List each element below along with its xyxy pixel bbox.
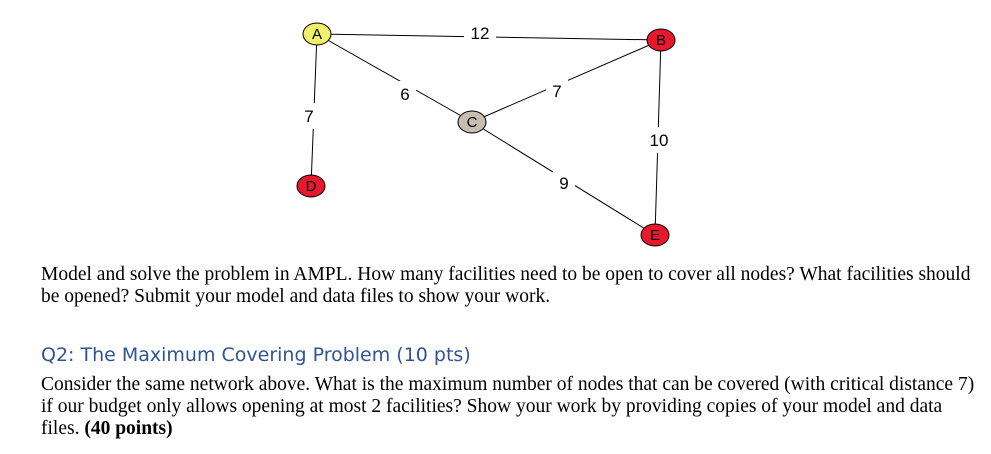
node-label-C: C — [466, 114, 478, 131]
edge-weight-C-B: 7 — [552, 82, 562, 101]
node-label-E: E — [649, 227, 661, 244]
edge-weight-A-D: 7 — [304, 107, 314, 126]
edge-weight-A-B: 12 — [470, 24, 490, 43]
q2-points: (40 points) — [84, 418, 173, 439]
q2-body-text: Consider the same network above. What is the maximum number of nodes that can be covered (with critical distance 7) if our budget only allows opening at most 2 facilities? Show your work by providing copies of your model and data files. — [41, 374, 975, 439]
node-label-A: A — [311, 26, 323, 43]
node-label-B: B — [655, 32, 667, 49]
edge-weight-C-E: 9 — [559, 174, 569, 193]
q2-paragraph — [41, 374, 981, 440]
node-label-D: D — [305, 178, 317, 195]
edge-weight-B-E: 10 — [649, 131, 669, 150]
q1-paragraph: Model and solve the problem in AMPL. How many facilities need to be open to cover all nodes? What facilities should be opened? Submit your model and data files to show your work. — [41, 264, 971, 307]
q2-heading: Q2: The Maximum Covering Problem (10 pts) — [41, 344, 471, 366]
edge-A-C — [317, 34, 472, 122]
edge-weight-A-C: 6 — [400, 85, 410, 104]
